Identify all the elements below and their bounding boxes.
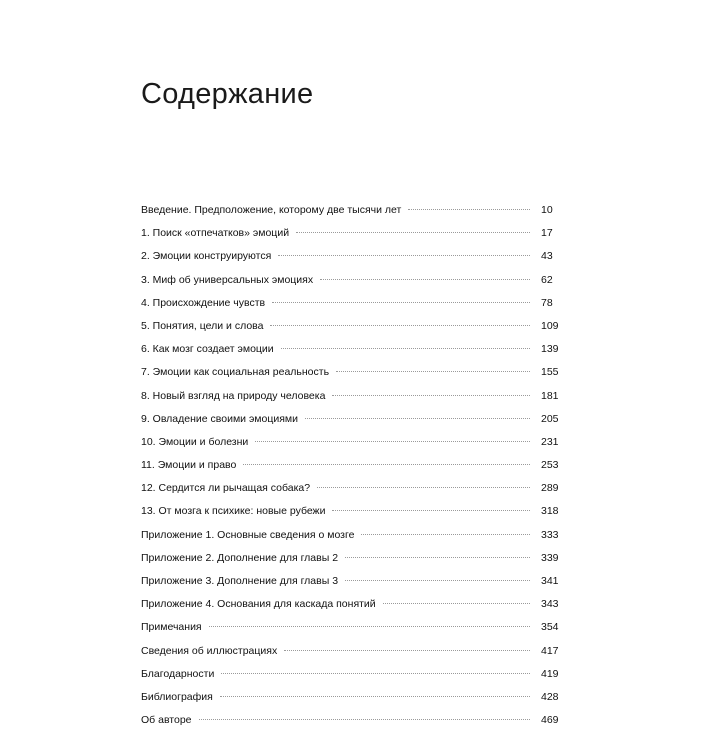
- toc-entry[interactable]: [141, 275, 575, 298]
- toc-entry-leader-dots: [332, 395, 530, 396]
- toc-entry-page-number: 417: [541, 644, 559, 657]
- toc-entry-leader-dots: [284, 650, 530, 651]
- toc-entry-label: 11. Эмоции и право: [141, 459, 237, 472]
- toc-entry-leader-dots: [281, 348, 530, 349]
- toc-entry-page-number: 231: [541, 435, 559, 448]
- toc-entry-leader-dots: [320, 279, 530, 280]
- toc-entry-leader-dots: [332, 510, 530, 511]
- toc-entry-label: Приложение 3. Дополнение для главы 3: [141, 575, 339, 587]
- toc-entry[interactable]: [141, 530, 575, 553]
- toc-entry-label: 8. Новый взгляд на природу человека: [141, 389, 326, 402]
- toc-entry-page-number: 139: [541, 343, 559, 356]
- toc-entry[interactable]: [141, 576, 575, 599]
- toc-entry-label: 9. Овладение своими эмоциями: [141, 412, 299, 425]
- toc-entry[interactable]: [141, 553, 575, 576]
- toc-entry[interactable]: [141, 321, 575, 344]
- toc-entry-page-number: 205: [541, 412, 559, 425]
- toc-entry-page-number: 354: [541, 621, 559, 634]
- toc-entry[interactable]: [141, 228, 575, 251]
- toc-entry[interactable]: [141, 298, 575, 321]
- toc-entry[interactable]: [141, 367, 575, 390]
- toc-entry-leader-dots: [345, 557, 530, 558]
- toc-entry-page-number: 333: [541, 528, 559, 541]
- toc-entry-leader-dots: [220, 696, 530, 697]
- toc-entry-leader-dots: [408, 209, 530, 210]
- toc-entry[interactable]: [141, 622, 575, 645]
- toc-entry[interactable]: [141, 437, 575, 460]
- toc-entry-page-number: 43: [541, 250, 553, 263]
- toc-entry[interactable]: [141, 344, 575, 367]
- toc-entry-page-number: 343: [541, 598, 559, 611]
- toc-entry-leader-dots: [296, 232, 530, 233]
- toc-entry-label: Библиография: [141, 690, 213, 703]
- toc-entry-leader-dots: [272, 302, 530, 303]
- toc-entry[interactable]: [141, 646, 575, 669]
- toc-entry-page-number: 62: [541, 273, 553, 286]
- toc-entry[interactable]: [141, 414, 575, 437]
- toc-entry-page-number: 10: [541, 204, 553, 216]
- toc-entry-label: Об авторе: [141, 714, 192, 727]
- toc-entry[interactable]: [141, 460, 575, 483]
- toc-entry-leader-dots: [199, 719, 531, 720]
- toc-entry-page-number: 339: [541, 551, 559, 564]
- toc-entry-label: 5. Понятия, цели и слова: [141, 319, 264, 332]
- toc-entry-label: Приложение 1. Основные сведения о мозге: [141, 528, 355, 541]
- toc-entry-leader-dots: [209, 626, 530, 627]
- toc-entry-label: 1. Поиск «отпечатков» эмоций: [141, 227, 290, 240]
- toc-entry-page-number: 109: [541, 319, 559, 332]
- toc-entry-page-number: 341: [541, 575, 559, 587]
- toc-entry-label: Сведения об иллюстрациях: [141, 644, 278, 657]
- toc-entry-leader-dots: [345, 580, 530, 581]
- toc-entry[interactable]: [141, 715, 575, 738]
- toc-entry-page-number: 253: [541, 459, 559, 472]
- toc-entry-label: 2. Эмоции конструируются: [141, 250, 272, 263]
- toc-entry-label: Введение. Предположение, которому две тысячи лет: [141, 204, 402, 216]
- toc-entry-leader-dots: [336, 371, 530, 372]
- toc-entry-page-number: 289: [541, 482, 559, 495]
- toc-entry[interactable]: [141, 251, 575, 274]
- toc-entry-page-number: 155: [541, 366, 559, 379]
- toc-entry[interactable]: [141, 506, 575, 529]
- toc-entry-label: 12. Сердится ли рычащая собака?: [141, 482, 311, 495]
- toc-entry-leader-dots: [278, 255, 530, 256]
- toc-entry-page-number: 318: [541, 505, 559, 518]
- toc-entry-page-number: 17: [541, 227, 553, 240]
- toc-entry-leader-dots: [317, 487, 530, 488]
- toc-entry-label: 4. Происхождение чувств: [141, 296, 266, 309]
- toc-entry-label: 3. Миф об универсальных эмоциях: [141, 273, 314, 286]
- toc-entry-leader-dots: [305, 418, 530, 419]
- toc-entry[interactable]: [141, 483, 575, 506]
- toc-entry-page-number: 78: [541, 296, 553, 309]
- toc-entry-label: 13. От мозга к психике: новые рубежи: [141, 505, 326, 518]
- toc-entry-label: Благодарности: [141, 667, 215, 680]
- toc-entry-leader-dots: [255, 441, 530, 442]
- table-of-contents: [141, 205, 575, 738]
- toc-entry-leader-dots: [383, 603, 530, 604]
- toc-entry-page-number: 419: [541, 667, 559, 680]
- toc-entry[interactable]: [141, 205, 575, 228]
- toc-entry-label: Приложение 2. Дополнение для главы 2: [141, 551, 339, 564]
- toc-entry[interactable]: [141, 391, 575, 414]
- page-title: Содержание: [141, 78, 314, 110]
- toc-entry-label: 7. Эмоции как социальная реальность: [141, 366, 330, 379]
- toc-entry[interactable]: [141, 692, 575, 715]
- toc-entry-leader-dots: [221, 673, 530, 674]
- toc-entry-leader-dots: [361, 534, 530, 535]
- toc-entry-label: Приложение 4. Основания для каскада понятий: [141, 598, 376, 611]
- toc-entry-label: 6. Как мозг создает эмоции: [141, 343, 274, 356]
- toc-entry-page-number: 469: [541, 714, 559, 727]
- toc-entry-label: Примечания: [141, 621, 202, 634]
- toc-entry-leader-dots: [270, 325, 530, 326]
- toc-entry-page-number: 428: [541, 690, 559, 703]
- toc-entry[interactable]: [141, 669, 575, 692]
- toc-entry-page-number: 181: [541, 389, 559, 402]
- toc-entry-label: 10. Эмоции и болезни: [141, 435, 249, 448]
- toc-entry-leader-dots: [243, 464, 530, 465]
- toc-entry[interactable]: [141, 599, 575, 622]
